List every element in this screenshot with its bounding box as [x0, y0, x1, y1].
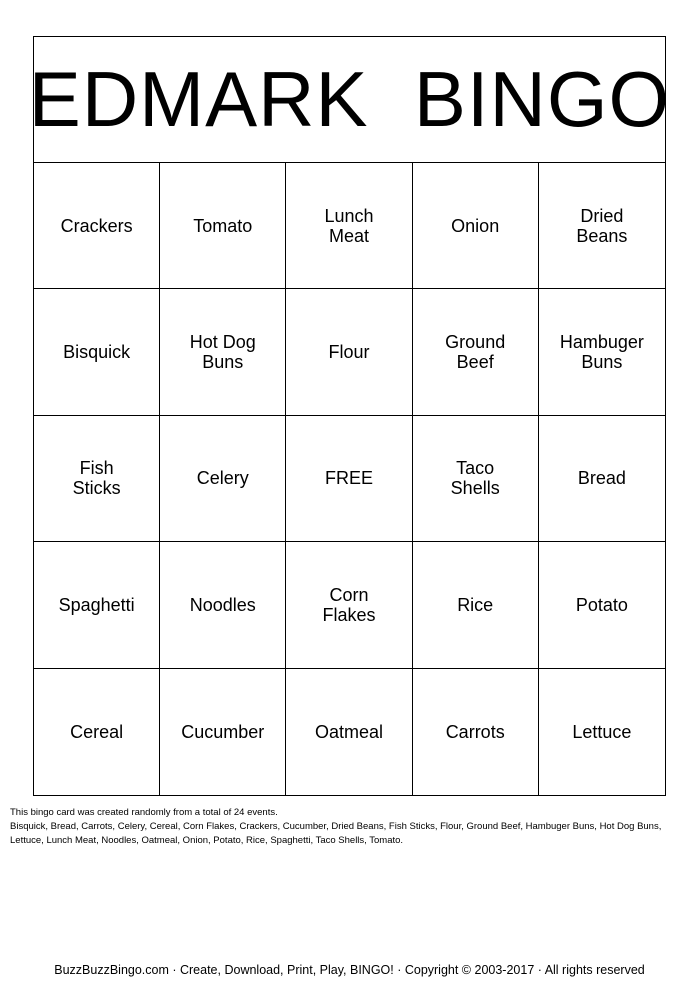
bingo-cell-label: Flour [328, 342, 370, 363]
free-cell [286, 416, 412, 542]
notes-intro: This bingo card was created randomly from a total of 24 events. [10, 807, 278, 818]
bingo-cell-label: Tomato [193, 215, 253, 236]
bingo-cell [160, 289, 286, 415]
bingo-cell-label: Noodles [189, 594, 256, 615]
bingo-cell-label: Ground Beef [445, 332, 506, 373]
bingo-cell-label: Fish Sticks [72, 458, 121, 499]
bingo-grid [34, 163, 665, 795]
bingo-card [28, 36, 671, 796]
bingo-cell-label: Crackers [60, 215, 133, 236]
bingo-cell-label: Onion [451, 215, 500, 236]
page-footer: BuzzBuzzBingo.com · Create, Download, Print, Play, BINGO! · Copyright © 2003-2017 · All rights reserved [54, 963, 645, 977]
card-title: EDMARK BINGO [34, 37, 665, 163]
bingo-cell-label: Bisquick [63, 342, 131, 363]
bingo-cell [413, 289, 539, 415]
notes-event-list: Bisquick, Bread, Carrots, Celery, Cereal, Corn Flakes, Crackers, Cucumber, Dried Beans, Fish Sticks, Flour, Ground Beef, Hambuger Buns, Hot Dog Buns, Lettuce, Lunch Meat, Noodles, Oatmeal, Onion, Potato, Rice, Spaghetti, Taco Shells, Tomato. [10, 821, 662, 846]
bingo-cell-label: Cereal [70, 721, 124, 742]
bingo-cell [34, 163, 160, 289]
bingo-cell-label: Hot Dog Buns [189, 332, 256, 373]
bingo-cell [34, 289, 160, 415]
bingo-cell [286, 669, 412, 795]
bingo-cell-label: Corn Flakes [322, 584, 376, 625]
free-cell-label: FREE [324, 468, 373, 489]
bingo-cell-label: Carrots [445, 721, 505, 742]
bingo-cell [539, 163, 665, 289]
bingo-cell [286, 163, 412, 289]
bingo-cell [286, 289, 412, 415]
bingo-cell [413, 669, 539, 795]
bingo-cell [286, 542, 412, 668]
bingo-cell [160, 669, 286, 795]
bingo-cell [539, 416, 665, 542]
bingo-cell-label: Spaghetti [58, 594, 135, 615]
bingo-cell [160, 542, 286, 668]
bingo-cell [539, 289, 665, 415]
bingo-cell [34, 542, 160, 668]
bingo-cell [539, 669, 665, 795]
bingo-cell-label: Bread [577, 468, 626, 489]
bingo-cell-label: Hambuger Buns [559, 332, 644, 373]
bingo-cell [34, 669, 160, 795]
bingo-cell [413, 416, 539, 542]
bingo-cell [413, 163, 539, 289]
bingo-cell [160, 416, 286, 542]
bingo-cell-label: Dried Beans [576, 205, 628, 246]
bingo-cell-label: Celery [196, 468, 249, 489]
bingo-cell-label: Lunch Meat [324, 205, 374, 246]
bingo-cell-label: Taco Shells [450, 458, 500, 499]
bingo-cell [413, 542, 539, 668]
bingo-cell [160, 163, 286, 289]
bingo-cell-label: Cucumber [181, 721, 265, 742]
bingo-cell-label: Lettuce [572, 721, 632, 742]
bingo-cell-label: Rice [457, 594, 494, 615]
bingo-cell [539, 542, 665, 668]
bingo-cell-label: Potato [575, 594, 628, 615]
card-notes [10, 806, 690, 848]
bingo-cell-label: Oatmeal [314, 721, 383, 742]
bingo-cell [34, 416, 160, 542]
